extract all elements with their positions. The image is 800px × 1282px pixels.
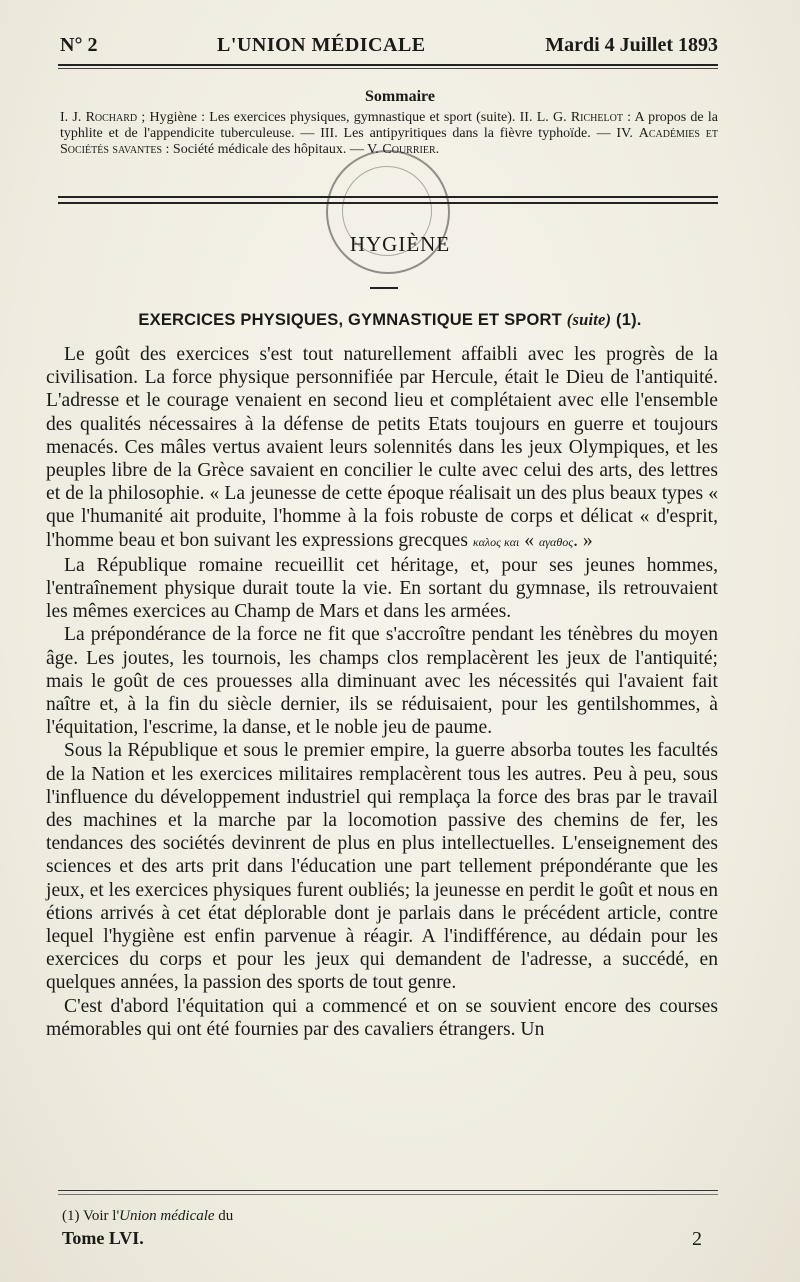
article-body	[46, 343, 718, 1041]
section-double-rule-bottom	[58, 202, 718, 204]
paragraph-text: . »	[573, 529, 593, 551]
section-title: HYGIÈNE	[349, 232, 451, 256]
footnote-journal: Union médicale	[119, 1208, 215, 1224]
tome-label: Tome LVI.	[62, 1228, 144, 1248]
header-rule-thin	[58, 68, 718, 69]
sommaire-part: I. J.	[60, 110, 86, 125]
section-underline	[370, 287, 398, 289]
paragraph	[46, 343, 718, 554]
sommaire-part: : A propos de la typhlite et de l'appendicite tuberculeuse. — III. Les antipyritiques dans la fièvre typhoïde. — IV.	[60, 110, 718, 141]
sommaire-author: Richelot	[570, 110, 623, 125]
journal-title: L'UNION MÉDICALE	[217, 34, 426, 56]
sommaire-part: ; Hygiène : Les exercices physiques, gymnastique et sport (suite). II. L. G.	[137, 110, 571, 125]
paragraph-text: Le goût des exercices s'est tout naturellement affaibli avec les progrès de la civilisation. La force physique personnifiée par Hercule, était le Dieu de l'antiquité. L'adresse et le courage venaient en second lieu et complétaient avec elle l'ensemble des qualités nécessaires à la défense de petits Etats toujours en guerre et toujours menacés. Ces mâles vertus avaient leurs solennités dans les jeux Olympiques, et les peuples libre de la Grèce savaient en concilier le culte avec celui des arts, des lettres et de la philosophie. « La jeunesse de cette époque réalisait un des plus beaux types « que l'humanité ait produite, l'homme à la fois robuste de corps et délicat « d'esprit, l'homme beau et bon suivant les expressions grecques	[46, 344, 718, 551]
article-title-note: (1).	[611, 311, 642, 329]
sommaire-text	[60, 110, 718, 158]
article-title	[62, 310, 718, 330]
paragraph: La République romaine recueillit cet héritage, et, pour ses jeunes hommes, l'entraînement physique durait toute la vie. En sortant du gymnase, ils retrouvaient les mêmes exercices au Champ de Mars et dans les armées.	[46, 554, 718, 623]
footnote	[62, 1208, 233, 1225]
section-double-rule-top	[58, 196, 718, 198]
signature-mark: 2	[692, 1228, 702, 1250]
paragraph: C'est d'abord l'équitation qui a commencé et on se souvient encore des courses mémorables qui ont été fournies par des cavaliers étrangers. Un	[46, 995, 718, 1040]
footnote-rule	[58, 1190, 718, 1191]
footnote-text: du	[214, 1208, 234, 1224]
sommaire-section: Académies et Sociétés savantes	[60, 126, 718, 157]
header-rule	[58, 64, 718, 66]
article-title-suffix: (suite)	[566, 310, 612, 329]
greek-phrase: καλος και	[472, 534, 520, 549]
greek-phrase: αγαθος	[539, 534, 574, 549]
sommaire-part: : Société médicale des hôpitaux. — V.	[162, 142, 383, 157]
paragraph: La prépondérance de la force ne fit que s'accroître pendant les ténèbres du moyen âge. Les joutes, les tournois, les champs clos remplacèrent les jeux de l'antiquité; mais le goût de ces prouesses alla diminuant avec les nécessités qui l'avaient fait naître et, à la fin du siècle dernier, ils se réduisaient, pour les gentilshommes, à l'équitation, l'escrime, la danse, et le noble jeu de paume.	[46, 624, 718, 739]
issue-date: Mardi 4 Juillet 1893	[545, 34, 718, 56]
sommaire-part: .	[435, 142, 440, 157]
running-header	[60, 34, 718, 62]
footnote-text: (1) Voir l'	[62, 1208, 120, 1224]
footnote-rule-thin	[58, 1194, 718, 1195]
issue-number: N° 2	[60, 34, 98, 56]
paragraph-text: «	[519, 529, 539, 551]
sommaire-section: Courrier	[382, 142, 436, 157]
sommaire-author: Rochard	[85, 110, 138, 125]
paragraph: Sous la République et sous le premier empire, la guerre absorba toutes les facultés de la Nation et les exercices militaires remplacèrent tous les autres. Peu à peu, sous l'influence du développement industriel qui remplaça la force des bras par le travail des machines et la marche par la locomotion passive des chemins de fer, les tendances des sociétés devinrent de plus en plus intellectuelles. L'enseignement des sciences et des arts prit dans l'éducation une part tellement prépondérante que les jeux, et les exercices physiques furent oubliés; la jeunesse en perdit le goût et nous en étions arrivés à cet état déplorable dont je parlais dans le précédent article, contre lequel l'hygiène est enfin parvenue à réagir. A l'indifférence, au dédain pour les exercices du corps et pour les jeux qui demandent de l'adresse, a succédé, en quelques années, la passion des sports de tout genre.	[46, 740, 718, 994]
sommaire-heading: Sommaire	[365, 88, 435, 105]
article-title-main: EXERCICES PHYSIQUES, GYMNASTIQUE ET SPORT	[138, 311, 562, 329]
